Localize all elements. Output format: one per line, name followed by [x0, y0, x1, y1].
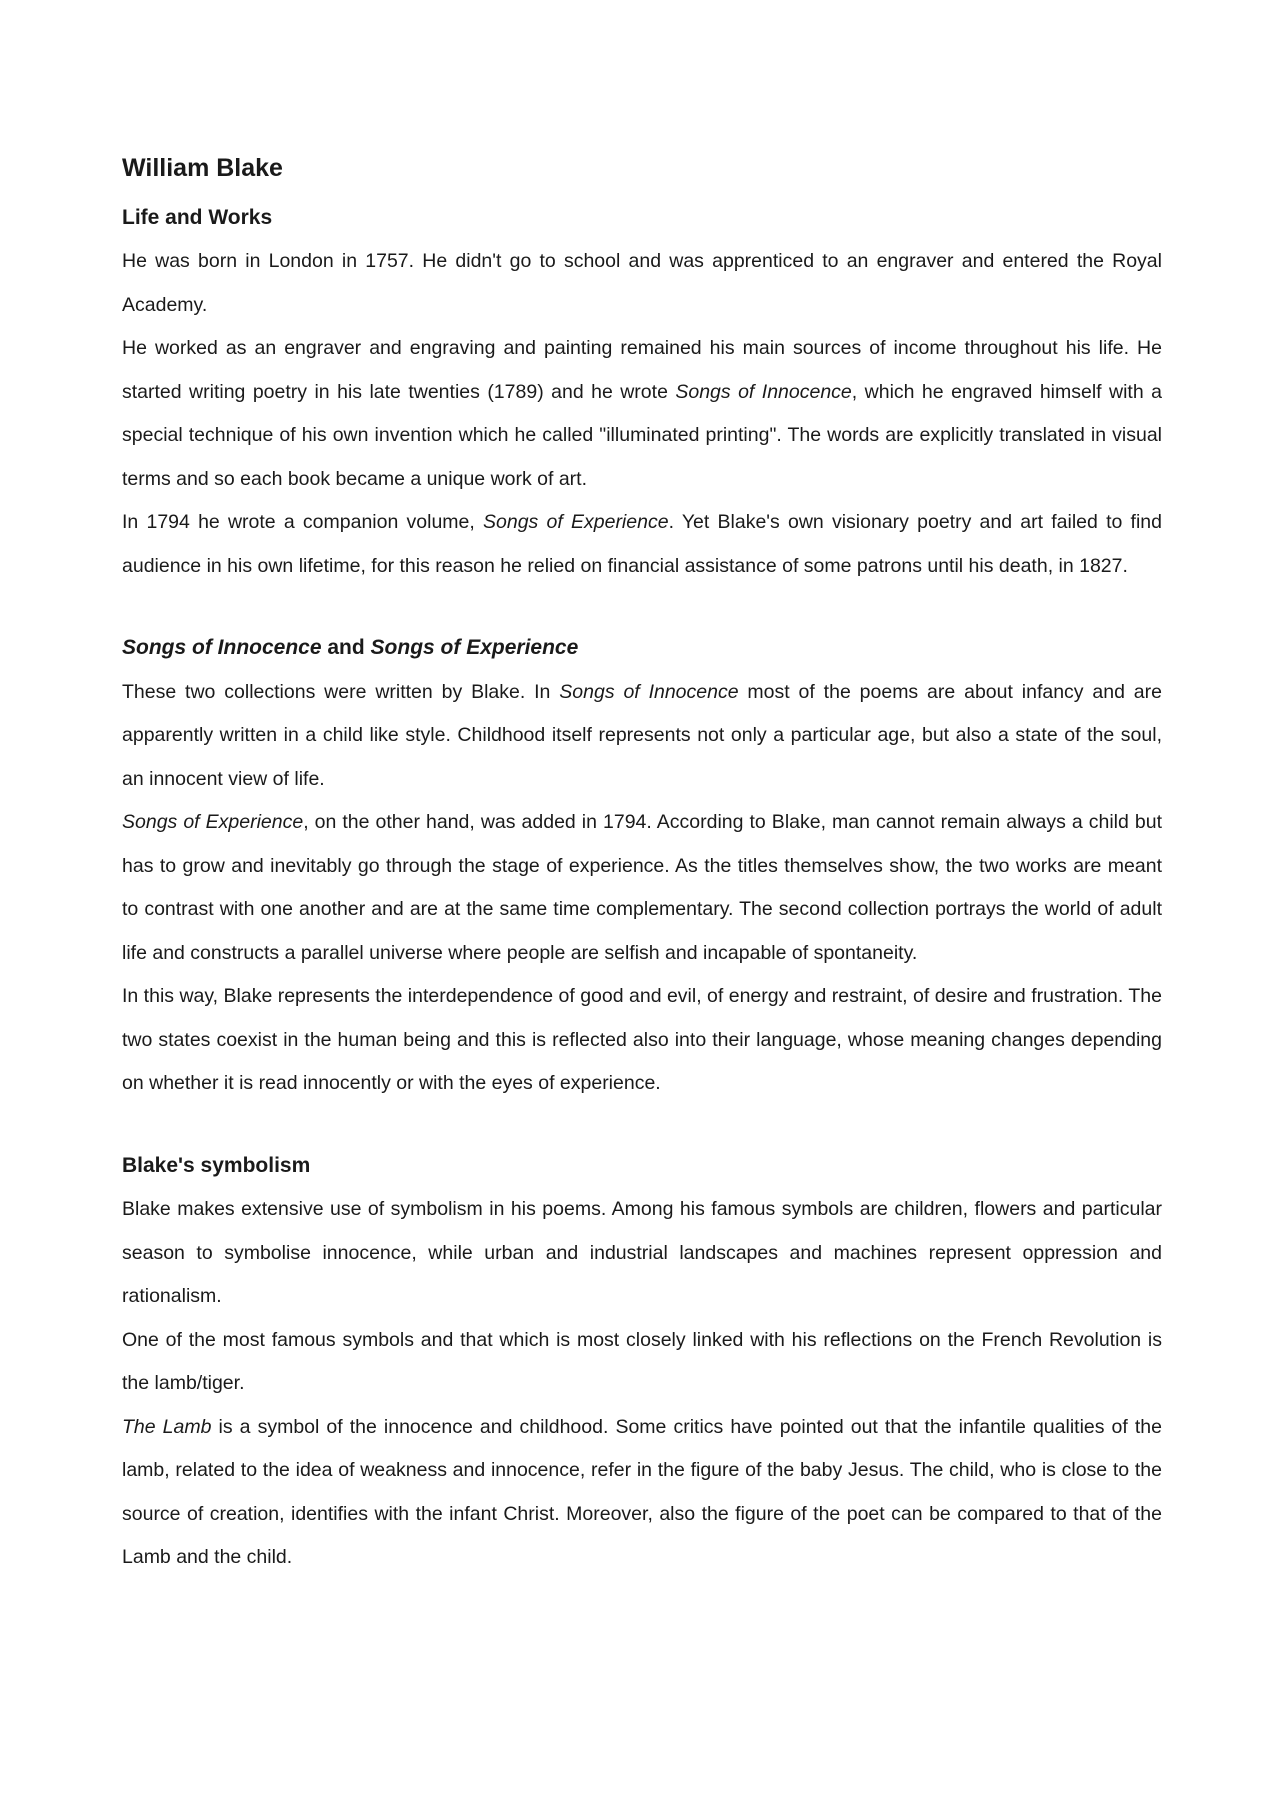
paragraph-interdependence: In this way, Blake represents the interdependence of good and evil, of energy and restraint, of desire and frustration. The two states coexist in the human being and this is reflected also into their language, whose meaning changes depending on whether it is read innocently or with the eyes of experience. [122, 985, 1162, 1095]
paragraph-the-lamb: The Lamb is a symbol of the innocence and childhood. Some critics have pointed out that the infantile qualities of the lamb, related to the idea of weakness and innocence, refer in the figure of the baby Jesus. The child, who is close to the source of creation, identifies with the infant Christ. Moreover, also the figure of the poet can be compared to that of the Lamb and the child. [122, 1415, 1162, 1569]
paragraph-experience: Songs of Experience, on the other hand, was added in 1794. According to Blake, man cannot remain always a child but has to grow and inevitably go through the stage of experience. As the titles themselves show, the two works are meant to contrast with one another and are at the same time complementary. The second collection portrays the world of adult life and constructs a parallel universe where people are selfish and incapable of spontaneity. [122, 811, 1162, 964]
paragraph-collections: These two collections were written by Blake. In Songs of Innocence most of the poems are about infancy and are apparently written in a child like style. Childhood itself represents not only a particular age, but also a state of the soul, an innocent view of life. [122, 680, 1162, 790]
paragraph-lamb-tiger: One of the most famous symbols and that which is most closely linked with his reflections on the French Revolution is the lamb/tiger. [122, 1328, 1162, 1395]
section-heading-songs: Songs of Innocence and Songs of Experience [122, 636, 579, 660]
paragraph-birth: He was born in London in 1757. He didn't go to school and was apprenticed to an engraver and entered the Royal Academy. [122, 250, 1162, 316]
section-heading-life-and-works: Life and Works [122, 205, 273, 229]
page-title: William Blake [122, 154, 283, 182]
document-page [122, 152, 1162, 1580]
section-heading-symbolism: Blake's symbolism [122, 1153, 311, 1177]
paragraph-symbolism: Blake makes extensive use of symbolism in his poems. Among his famous symbols are children, flowers and particular season to symbolise innocence, while urban and industrial landscapes and machines represent oppression and rationalism. [122, 1198, 1162, 1308]
paragraph-engraver: He worked as an engraver and engraving and painting remained his main sources of income throughout his life. He started writing poetry in his late twenties (1789) and he wrote Songs of Innocence, which he engraved himself with a special technique of his own invention which he called "illuminated printing". The words are explicitly translated in visual terms and so each book became a unique work of art. [122, 337, 1162, 490]
paragraph-companion-volume: In 1794 he wrote a companion volume, Songs of Experience. Yet Blake's own visionary poetry and art failed to find audience in his own lifetime, for this reason he relied on financial assistance of some patrons until his death, in 1827. [122, 511, 1162, 577]
